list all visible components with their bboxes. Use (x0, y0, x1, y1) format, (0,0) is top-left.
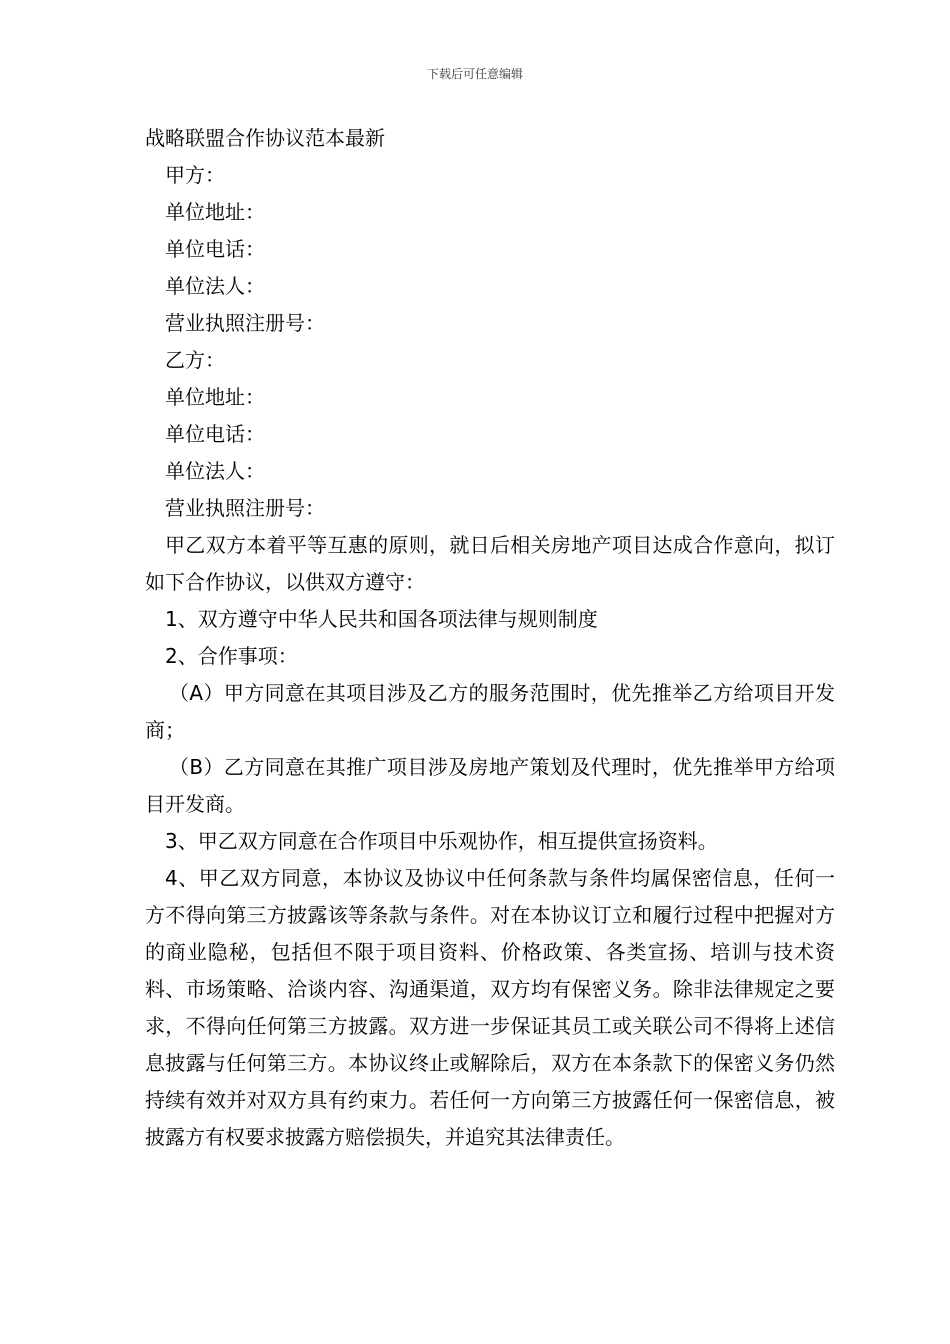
clause-2: 2、合作事项： (165, 644, 298, 668)
party-b-legal-rep: 单位法人： (165, 459, 265, 483)
party-a-phone: 单位电话： (165, 237, 265, 261)
party-b-phone: 单位电话： (165, 422, 265, 446)
clause-2b: （B）乙方同意在其推广项目涉及房地产策划及代理时，优先推举甲方给项目开发商。 (145, 755, 835, 816)
clause-4: 4、甲乙双方同意，本协议及协议中任何条款与条件均属保密信息，任何一方不得向第三方披露该等条款与条件。对在本协议订立和履行过程中把握对方的商业隐秘，包括但不限于项目资料、价格政策、各类宣扬、培训与技术资料、市场策略、洽谈内容、沟通渠道，双方均有保密义务。除非法律规定之要求，不得向任何第三方披露。双方进一步保证其员工或关联公司不得将上述信息披露与任何第三方。本协议终止或解除后，双方在本条款下的保密义务仍然持续有效并对双方具有约束力。若任何一方向第三方披露任何一保密信息，被披露方有权要求披露方赔偿损失，并追究其法律责任。 (145, 866, 835, 1149)
page-header-note: 下载后可任意编辑 (426, 67, 523, 81)
party-a-label: 甲方： (165, 163, 225, 187)
intro-paragraph: 甲乙双方本着平等互惠的原则，就日后相关房地产项目达成合作意向，拟订如下合作协议，以供双方遵守： (145, 533, 835, 594)
party-a-address: 单位地址： (165, 200, 265, 224)
clause-3: 3、甲乙双方同意在合作项目中乐观协作，相互提供宣扬资料。 (165, 829, 718, 853)
document-title: 战略联盟合作协议范本最新 (145, 126, 385, 150)
party-b-label: 乙方： (165, 348, 225, 372)
party-a-license: 营业执照注册号： (165, 311, 325, 335)
clause-2a: （A）甲方同意在其项目涉及乙方的服务范围时，优先推举乙方给项目开发商； (145, 681, 835, 742)
party-b-address: 单位地址： (165, 385, 265, 409)
document-body (145, 120, 835, 1156)
clause-1: 1、双方遵守中华人民共和国各项法律与规则制度 (165, 607, 598, 631)
party-a-legal-rep: 单位法人： (165, 274, 265, 298)
party-b-license: 营业执照注册号： (165, 496, 325, 520)
